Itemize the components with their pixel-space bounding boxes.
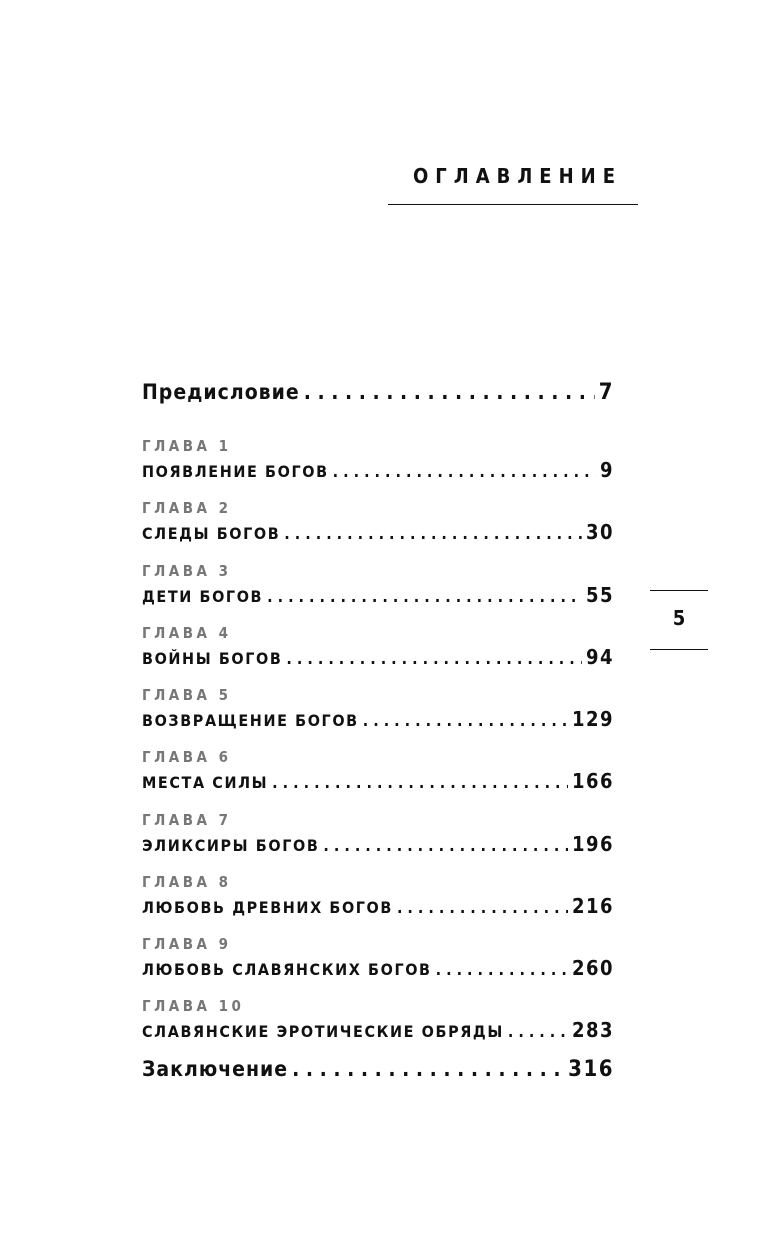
entry-page: 196 [571,832,614,856]
chapter-label: ГЛАВА 10 [142,997,245,1015]
dot-leader [397,898,568,917]
chapter-label: ГЛАВА 8 [142,873,232,891]
toc-entry-conclusion[interactable] [142,1057,614,1082]
entry-page: 55 [585,583,614,607]
toc-entry-chapter[interactable] [142,583,614,607]
entry-page: 129 [571,707,614,731]
entry-title: ВОЗВРАЩЕНИЕ БОГОВ [142,711,359,730]
toc-entry-chapter[interactable] [142,956,614,980]
dot-leader [286,649,582,668]
dot-leader [272,773,568,792]
toc-entry-preface[interactable] [142,380,614,405]
toc-entry-chapter[interactable] [142,769,614,793]
page-title: ОГЛАВЛЕНИЕ [413,164,622,188]
dot-leader [508,1022,568,1041]
dot-leader [323,836,568,855]
dot-leader [267,587,582,606]
dot-leader [304,380,595,404]
entry-title: ДЕТИ БОГОВ [142,587,264,606]
entry-page: 9 [599,458,614,482]
entry-page: 216 [571,894,614,918]
dot-leader [363,711,568,730]
chapter-label: ГЛАВА 5 [142,686,232,704]
chapter-label: ГЛАВА 6 [142,748,232,766]
folio-rule-top [650,590,708,591]
toc-entry-chapter[interactable] [142,1018,614,1042]
chapter-label: ГЛАВА 4 [142,624,232,642]
dot-leader [284,524,582,543]
entry-title: СЛАВЯНСКИЕ ЭРОТИЧЕСКИЕ ОБРЯДЫ [142,1022,504,1041]
entry-title: Заключение [142,1057,289,1081]
title-rule [388,204,638,205]
entry-page: 166 [571,769,614,793]
toc-entry-chapter[interactable] [142,645,614,669]
entry-title: ЭЛИКСИРЫ БОГОВ [142,836,320,855]
dot-leader [292,1057,564,1081]
entry-title: ПОЯВЛЕНИЕ БОГОВ [142,462,329,481]
entry-title: ЛЮБОВЬ ДРЕВНИХ БОГОВ [142,898,393,917]
chapter-label: ГЛАВА 2 [142,499,232,517]
toc-entry-chapter[interactable] [142,707,614,731]
entry-page: 283 [571,1018,614,1042]
page-number: 5 [672,606,686,630]
entry-page: 260 [571,956,614,980]
toc-entry-chapter[interactable] [142,458,614,482]
chapter-label: ГЛАВА 7 [142,811,232,829]
entry-title: ЛЮБОВЬ СЛАВЯНСКИХ БОГОВ [142,960,432,979]
chapter-label: ГЛАВА 9 [142,935,232,953]
entry-title: МЕСТА СИЛЫ [142,773,269,792]
chapter-label: ГЛАВА 3 [142,562,232,580]
toc-entry-chapter[interactable] [142,894,614,918]
chapter-label: ГЛАВА 1 [142,437,232,455]
entry-page: 30 [585,520,614,544]
toc-entry-chapter[interactable] [142,832,614,856]
entry-page: 94 [585,645,614,669]
toc-entry-chapter[interactable] [142,520,614,544]
folio-rule-bottom [650,649,708,650]
entry-page: 316 [568,1057,614,1082]
entry-title: Предисловие [142,380,300,404]
dot-leader [333,462,596,481]
entry-title: СЛЕДЫ БОГОВ [142,524,281,543]
dot-leader [436,960,568,979]
entry-page: 7 [598,380,614,405]
entry-title: ВОЙНЫ БОГОВ [142,649,283,668]
